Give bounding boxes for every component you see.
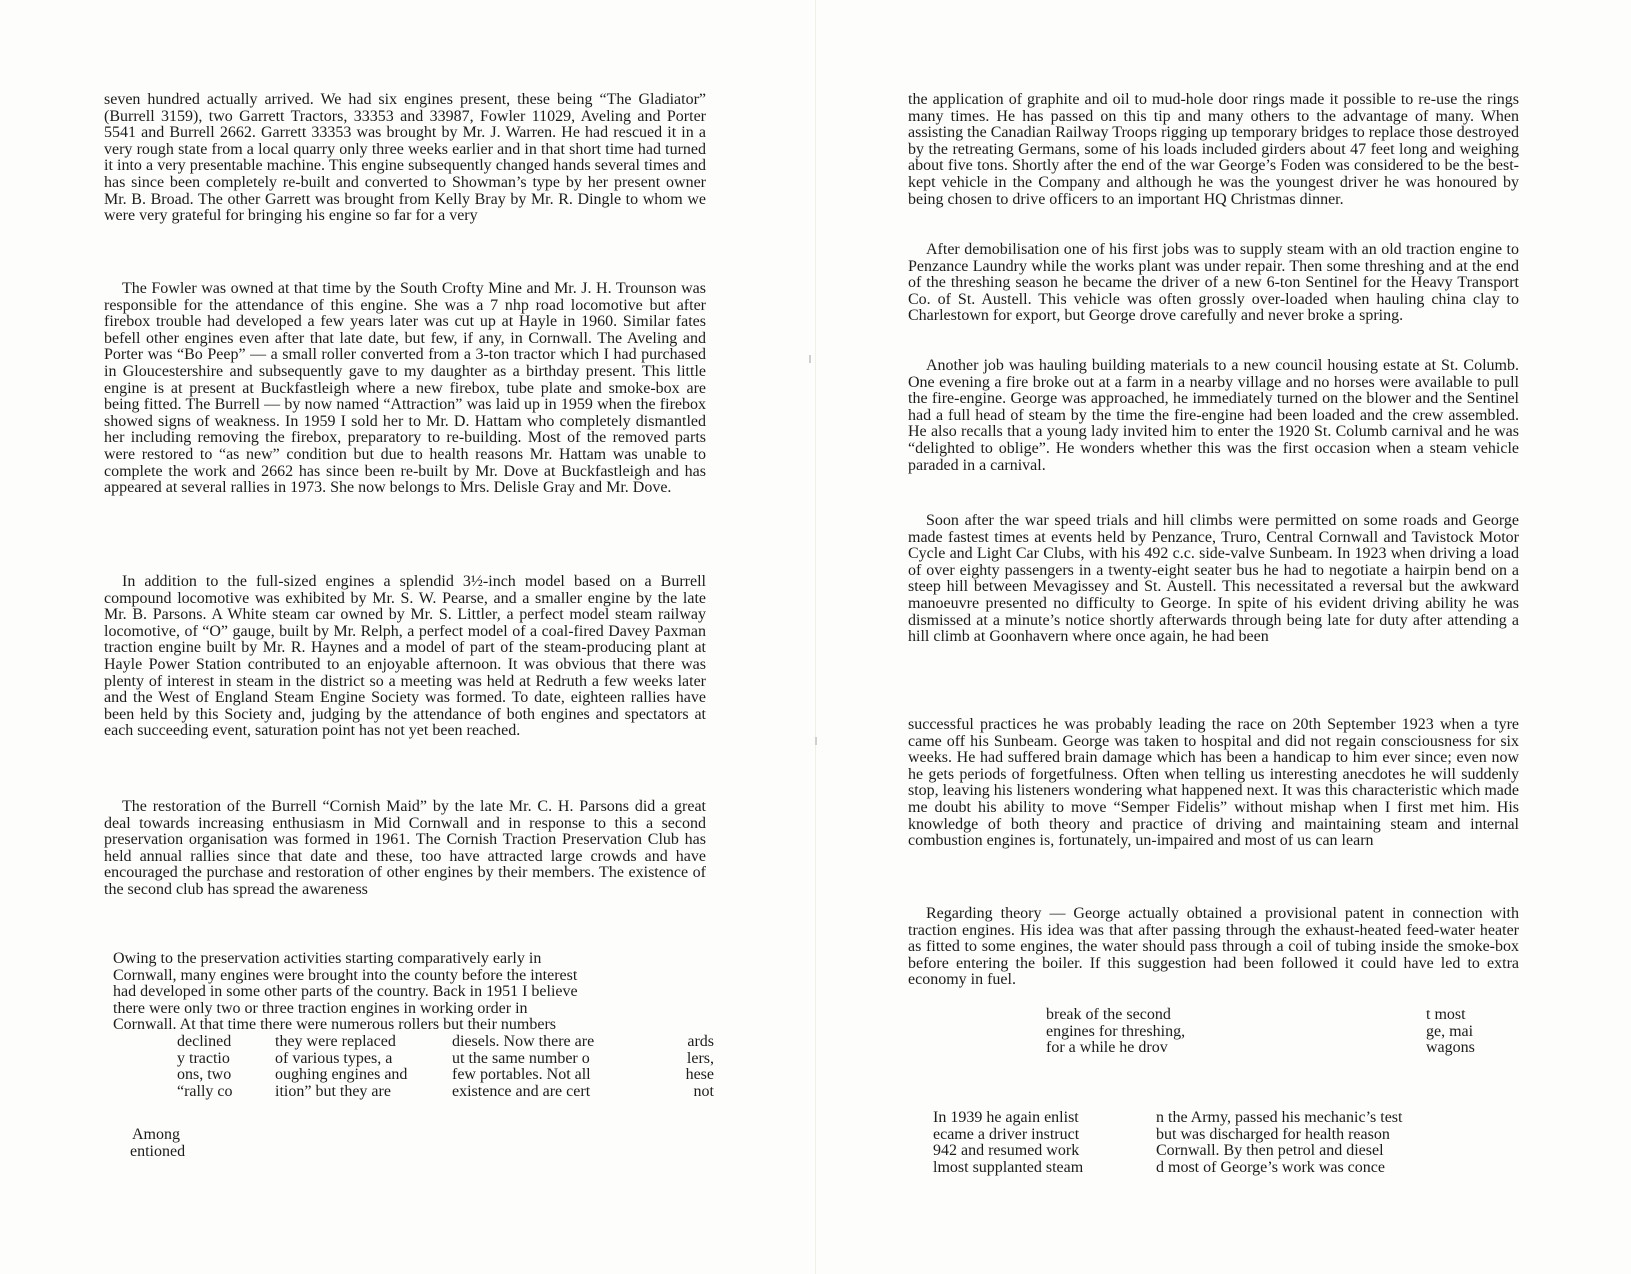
fragment-column-1 xyxy=(177,1034,233,1100)
fragment-column-3 xyxy=(452,1034,594,1100)
left-paragraph-1: seven hundred actually arrived. We had six engines present, these being “The Gladiator” (Burrell 3159), two Garrett Tractors, 33353 and 33987, Fowler 11029, Aveling and Porter 5541 and Burrell 2662. Garrett 33353 was brought by Mr. J. Warren. He had rescued it in a very rough state from a local quarry only three weeks earlier and in that short time had turned it into a very presentable machine. This engine subsequently changed hands several times and has since been completely re-built and converted to Showman’s type by her present owner Mr. B. Broad. The other Garrett was brought from Kelly Bray by Mr. R. Dingle to whom we were very grateful for bringing his engine so far for a very xyxy=(104,91,706,225)
fragment-line: entioned xyxy=(130,1142,186,1160)
fragment-column-4 xyxy=(664,1034,714,1100)
fragment-line: engines for threshing, xyxy=(1046,1022,1186,1040)
right-paragraph-1: the application of graphite and oil to mud-hole door rings made it possible to re-use the rings many times. He has passed on this tip and many others to the advantage of many. When assisting the Canadian Railway Troops rigging up temporary bridges to replace those destroyed by the retreating Germans, some of his loads included girders about 47 feet long and weighing about five tons. Shortly after the end of the war George’s Foden was considered to be the best-kept vehicle in the Company and although he was the youngest driver he was honoured by being chosen to drive officers to an important HQ Christmas dinner. xyxy=(908,91,1519,208)
fragment-line: ards xyxy=(687,1033,714,1050)
fragment-line: of various types, a xyxy=(275,1049,393,1067)
left-page xyxy=(0,0,815,1274)
right-paragraph-3: Another job was hauling building materials to a new council housing estate at St. Columb. One evening a fire broke out at a farm in a nearby village and no horses were available to pull the fire-engine. George was approached, he immediately turned on the blower and the Sentinel had a full head of steam by the time the fire-engine had been loaded and the crew assembled. He also recalls that a young lady invited him to enter the 1920 St. Columb carnival and he was “delighted to oblige”. He wonders whether this was the first occasion when a steam vehicle paraded in a carnival. xyxy=(908,357,1519,474)
right-page xyxy=(816,0,1631,1274)
fragment-bottom-column-1 xyxy=(933,1110,1083,1176)
fragment-line: “rally co xyxy=(177,1082,233,1100)
fragment-line: d most of George’s work was conce xyxy=(1156,1158,1385,1176)
fragment-line: ge, mai xyxy=(1426,1022,1474,1040)
fragment-line: existence and are cert xyxy=(452,1082,591,1100)
fragment-mid-column-2 xyxy=(1426,1007,1506,1057)
fragment-mid-column-1 xyxy=(1046,1007,1246,1057)
fragment-line: they were replaced xyxy=(275,1033,396,1050)
right-paragraph-6: Regarding theory — George actually obtained a provisional patent in connection with traction engines. His idea was that after passing through the exhaust-heated feed-water heater as fitted to some engines, the water should pass through a coil of tubing inside the smoke-box before entering the boiler. If this suggestion had been followed it could have led to extra economy in fuel. xyxy=(908,905,1519,989)
fragment-line: ition” but they are xyxy=(275,1082,391,1100)
fragment-line: ons, two xyxy=(177,1066,232,1084)
fragment-line: ut the same number o xyxy=(452,1049,590,1067)
right-paragraph-4: Soon after the war speed trials and hill climbs were permitted on some roads and George made fastest times at events held by Penzance, Truro, Central Cornwall and Tavistock Motor Cycle and Light Car Clubs, with his 492 c.c. side-valve Sunbeam. In 1923 when driving a load of over eighty passengers in a twenty-eight seater bus he had to negotiate a hairpin bend on a steep hill between Mevagissey and St. Austell. This necessitated a reversal but the awkward manoeuvre presented no difficulty to George. In spite of his evident driving ability he was dismissed at a minute’s notice shortly afterwards through being late for duty after attending a hill climb at Goonhavern where once again, he had been xyxy=(908,512,1519,646)
right-paragraph-2: After demobilisation one of his first jobs was to supply steam with an old traction engine to Penzance Laundry while the works plant was under repair. Then some threshing and at the end of the threshing season he became the driver of a new 6-ton Sentinel for the Heavy Transport Co. of St. Austell. This vehicle was often grossly over-loaded when hauling china clay to Charlestown for export, but George drove carefully and never broke a spring. xyxy=(908,241,1519,325)
fragment-line: Cornwall. By then petrol and diesel xyxy=(1156,1142,1384,1160)
right-paragraph-5: successful practices he was probably leading the race on 20th September 1923 when a tyre came off his Sunbeam. George was taken to hospital and did not regain consciousness for six weeks. He had suffered brain damage which has been a handicap to him ever since; even now he gets periods of forgetfulness. Often when telling us interesting anecdotes he will suddenly stop, leaving his listeners wondering what happened next. It was this characteristic which made me doubt his ability to move “Semper Fidelis” without mishap when I first met him. His knowledge of both theory and practice of driving and maintaining steam and internal combustion engines is, fortunately, un-impaired and most of us can learn xyxy=(908,716,1519,850)
fragment-line: y tractio xyxy=(177,1049,230,1067)
fragment-line: but was discharged for health reason xyxy=(1156,1125,1390,1143)
scan-mark xyxy=(809,355,811,363)
fragment-line: for a while he drov xyxy=(1046,1039,1168,1057)
fragment-line: wagons xyxy=(1426,1039,1475,1057)
fragment-line: break of the second xyxy=(1046,1006,1171,1023)
fragment-line: Among xyxy=(132,1126,180,1143)
fragment-bottom-column-2 xyxy=(1156,1110,1402,1176)
fragment-line: not xyxy=(693,1082,714,1100)
left-paragraph-5 xyxy=(113,951,715,1034)
fragment-line: In 1939 he again enlist xyxy=(933,1109,1079,1126)
fragment-line: declined xyxy=(177,1033,232,1050)
fragment-line: t most xyxy=(1426,1006,1466,1023)
fragment-line: oughing engines and xyxy=(275,1066,408,1084)
text-line: Cornwall. At that time there were numerous rollers but their numbers xyxy=(113,1016,556,1034)
fragment-line: hese xyxy=(685,1066,714,1084)
fragment-line: n the Army, passed his mechanic’s test xyxy=(1156,1109,1403,1126)
text-line: had developed in some other parts of the country. Back in 1951 I believe xyxy=(113,983,578,1001)
fragment-line: diesels. Now there are xyxy=(452,1033,595,1050)
fragment-column-2 xyxy=(275,1034,407,1100)
text-line: Cornwall, many engines were brought into the county before the interest xyxy=(113,966,578,984)
left-paragraph-2: The Fowler was owned at that time by the South Crofty Mine and Mr. J. H. Trounson was responsible for the attendance of this engine. She was a 7 nhp road locomotive but after firebox trouble had developed a few years later was cut up at Hayle in 1960. Similar fates befell other engines even after that late date, but few, if any, in Cornwall. The Aveling and Porter was “Bo Peep” — a small roller converted from a 3-ton tractor which I had purchased in Gloucestershire and subsequently gave to my daughter as a birthday present. This little engine is at present at Buckfastleigh where a new firebox, tube plate and smoke-box are being fitted. The Burrell — by now named “Attraction” was laid up in 1959 when the firebox showed signs of weakness. In 1959 I sold her to Mr. D. Hattam who completely dismantled her including removing the firebox, preparatory to re-building. Most of the removed parts were restored to “as new” condition but due to health reasons Mr. Hattam was unable to complete the work and 2662 has since been re-built by Mr. Dove at Buckfastleigh and has appeared at several rallies in 1973. She now belongs to Mrs. Delisle Gray and Mr. Dove. xyxy=(104,280,706,497)
fragment-line: 942 and resumed work xyxy=(933,1142,1080,1160)
fragment-line: few portables. Not all xyxy=(452,1066,591,1084)
fragment-line: lers, xyxy=(686,1049,714,1067)
fragment-bottom xyxy=(132,1127,185,1160)
fragment-line: ecame a driver instruct xyxy=(933,1125,1080,1143)
left-paragraph-4: The restoration of the Burrell “Cornish Maid” by the late Mr. C. H. Parsons did a great deal towards increasing enthusiasm in Mid Cornwall and in response to this a second preservation organisation was formed in 1961. The Cornish Traction Preservation Club has held annual rallies since that date and these, too have attracted large crowds and have encouraged the purchase and restoration of other engines by their members. The existence of the second club has spread the awareness xyxy=(104,798,706,898)
fragment-line: lmost supplanted steam xyxy=(933,1158,1084,1176)
left-paragraph-3: In addition to the full-sized engines a splendid 3½-inch model based on a Burrell compound locomotive was exhibited by Mr. S. W. Pearse, and a smaller engine by the late Mr. B. Parsons. A White steam car owned by Mr. S. Littler, a perfect model steam railway locomotive, of “O” gauge, built by Mr. Relph, a perfect model of a coal-fired Davey Paxman traction engine built by Mr. R. Haynes and a model of part of the steam-producing plant at Hayle Power Station contributed to an enjoyable afternoon. It was obvious that there was plenty of interest in steam in the district so a meeting was held at Redruth a few weeks later and the West of England Steam Engine Society was formed. To date, eighteen rallies have been held by this Society and, judging by the attendance of both engines and spectators at each succeeding event, saturation point has not yet been reached. xyxy=(104,573,706,740)
text-line: there were only two or three traction engines in working order in xyxy=(113,999,528,1017)
text-line: Owing to the preservation activities starting comparatively early in xyxy=(113,950,542,967)
